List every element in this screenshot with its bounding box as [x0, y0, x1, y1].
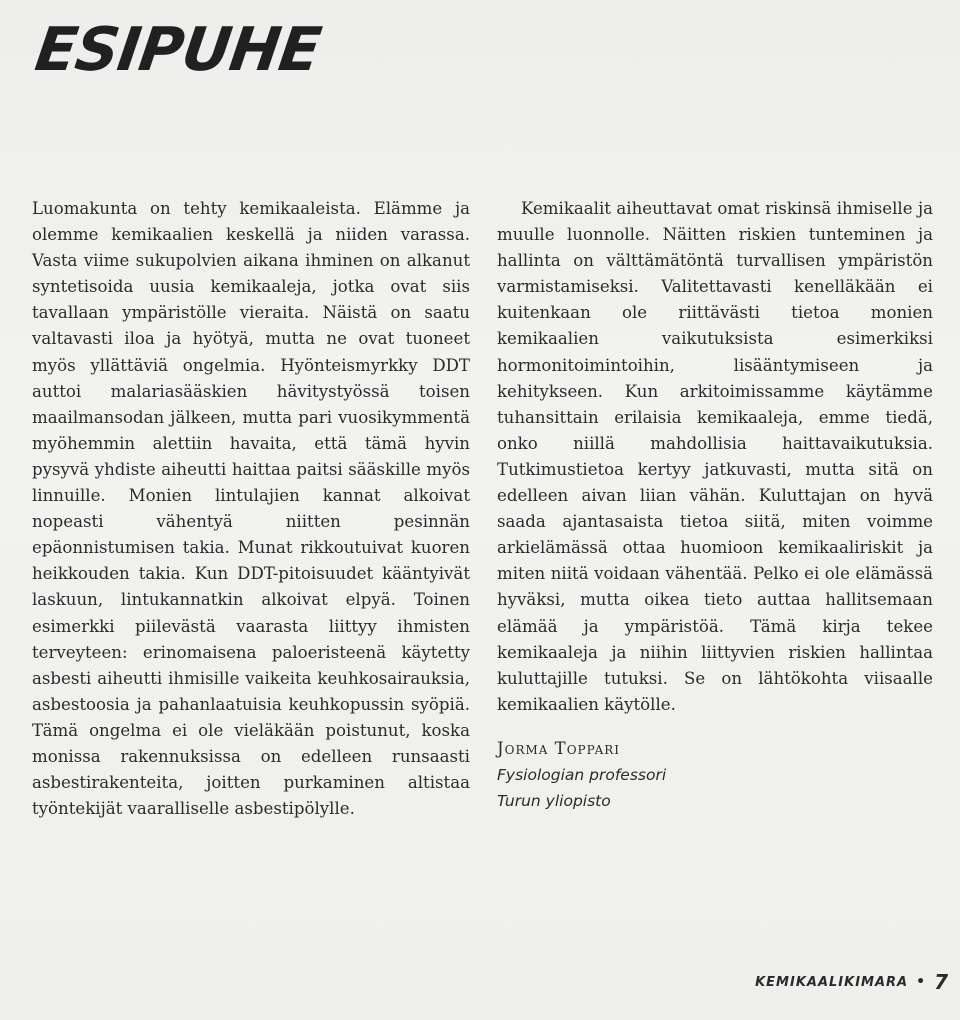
- signature-name: Jorma Toppari: [497, 738, 621, 758]
- signature-block: [497, 736, 933, 814]
- page-footer: [755, 970, 948, 994]
- right-column-text: Kemikaalit aiheuttavat omat riskinsä ihmiselle ja muulle luonnolle. Näitten riskien tunteminen ja hallinta on välttämätöntä turvallisen ympäristön varmistamiseksi. Valitettavasti kenelläkään ei kuitenkaan ole riittävästi tietoa monien kemikaalien vaikutuksista esimerkiksi hormonitoimintoihin, lisääntymiseen ja kehitykseen. Kun arkitoimissamme käytämme tuhansittain erilaisia kemikaaleja, emme tiedä, onko niillä mahdollisia haittavaikutuksia. Tutkimustietoa kertyy jatkuvasti, mutta sitä on edelleen aivan liian vähän. Kuluttajan on hyvä saada ajantasaista tietoa siitä, miten voimme arkielämässä ottaa huomioon kemikaaliriskit ja miten niitä voidaan vähentää. Pelko ei ole elämässä hyväksi, mutta oikea tieto auttaa hallitsemaan elämää ja ympäristöä. Tämä kirja tekee kemikaaleja ja niihin liittyvien riskien hallintaa kuluttajille tutuksi. Se on lähtökohta viisaalle kemikaalien käytölle.: [497, 199, 933, 714]
- page-heading: ESIPUHE: [31, 15, 325, 85]
- signature-title: Fysiologian professori: [497, 765, 667, 784]
- left-column-text: Luomakunta on tehty kemikaaleista. Elämme ja olemme kemikaalien keskellä ja niiden varassa. Vasta viime sukupolvien aikana ihminen on alkanut syntetisoida uusia kemikaaleja, jotka ovat siis tavallaan ympäristölle vieraita. Näistä on saatu valtavasti iloa ja hyötyä, mutta ne ovat tuoneet myös yllättäviä ongelmia. Hyönteismyrkky DDT auttoi malariasääskien hävitystyössä toisen maailmansodan jälkeen, mutta pari vuosikymmentä myöhemmin alettiin havaita, että tämä hyvin pysyvä yhdiste aiheutti haittaa paitsi sääskille myös linnuille. Monien lintulajien kannat alkoivat nopeasti vähentyä niitten pesinnän epäonnistumisen takia. Munat rikkoutuivat kuoren heikkouden takia. Kun DDT-pitoisuudet kääntyivät laskuun, lintukannatkin alkoivat elpyä. Toinen esimerkki piilevästä vaarasta liittyy ihmisten terveyteen: erinomaisena paloeristeenä käytetty asbesti aiheutti ihmisille vaikeita keuhkosairauksia, asbestoosia ja pahanlaatuisia keuhkopussin syöpiä. Tämä ongelma ei ole vieläkään poistunut, koska monissa rakennuksissa on edelleen runsaasti asbestirakenteita, joitten purkaminen altistaa työntekijät vaaralliselle asbestipölylle.: [32, 199, 470, 819]
- right-column: [497, 196, 933, 814]
- signature-affiliation: Turun yliopisto: [497, 791, 611, 810]
- footer-separator: •: [916, 974, 927, 990]
- left-column: [32, 196, 470, 822]
- page-number: 7: [934, 970, 948, 994]
- footer-book-title: KEMIKAALIKIMARA: [755, 974, 909, 990]
